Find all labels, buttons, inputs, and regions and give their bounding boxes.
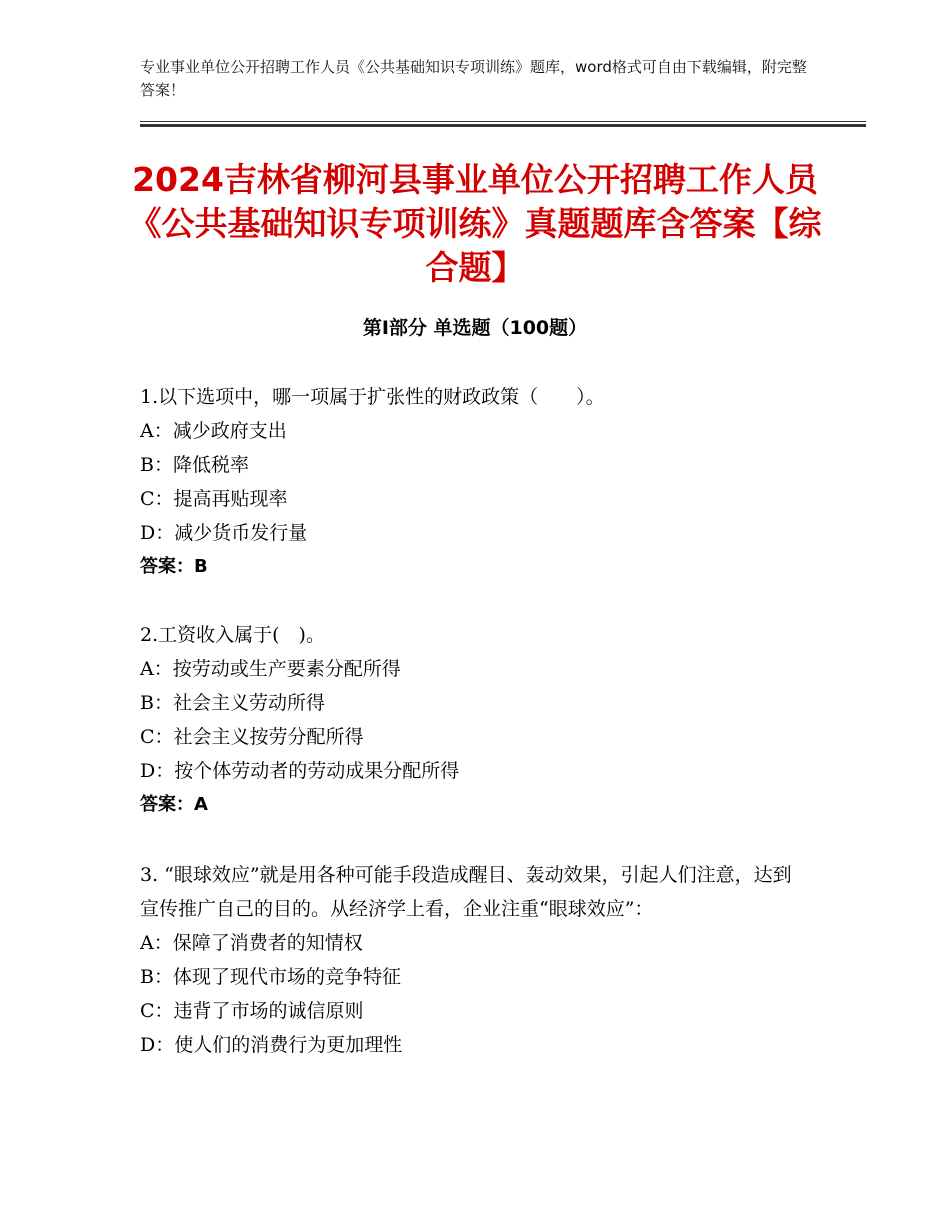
section-heading: 第Ⅰ部分 单选题（100题）	[362, 317, 588, 339]
header-note: 专业事业单位公开招聘工作人员《公共基础知识专项训练》题库，word格式可自由下载编辑，附完整答案！	[140, 58, 807, 99]
question-3	[140, 858, 810, 1062]
option-a: A：减少政府支出	[140, 420, 287, 442]
option-d: D：按个体劳动者的劳动成果分配所得	[140, 760, 460, 782]
question-1	[140, 380, 810, 584]
option-a: A：按劳动或生产要素分配所得	[140, 658, 401, 680]
answer-label: 答案：B	[140, 556, 208, 577]
option-b: B：降低税率	[140, 454, 249, 476]
option-a: A：保障了消费者的知情权	[140, 932, 363, 954]
option-c: C：提高再贴现率	[140, 488, 288, 510]
option-d: D：减少货币发行量	[140, 522, 308, 544]
option-b: B：社会主义劳动所得	[140, 692, 325, 714]
option-c: C：违背了市场的诚信原则	[140, 1000, 364, 1022]
document-title: 2024吉林省柳河县事业单位公开招聘工作人员《公共基础知识专项训练》真题题库含答案【综合题】	[128, 160, 822, 287]
option-b: B：体现了现代市场的竞争特征	[140, 966, 401, 988]
answer-label: 答案：A	[140, 794, 208, 815]
header-divider-thick	[140, 124, 866, 127]
question-stem: 2.工资收入属于( )。	[140, 624, 325, 646]
header-divider-thin	[140, 121, 866, 122]
option-d: D：使人们的消费行为更加理性	[140, 1034, 403, 1056]
option-c: C：社会主义按劳分配所得	[140, 726, 364, 748]
question-2	[140, 618, 810, 822]
question-stem: 3. “眼球效应”就是用各种可能手段造成醒目、轰动效果，引起人们注意，达到宣传推广自己的目的。从经济学上看，企业注重“眼球效应”：	[140, 864, 792, 920]
question-stem: 1.以下选项中，哪一项属于扩张性的财政政策（ ）。	[140, 386, 605, 408]
